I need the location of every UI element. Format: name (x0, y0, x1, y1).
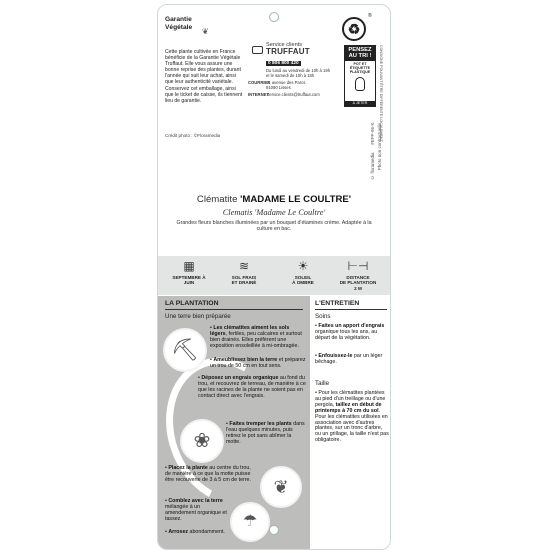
care-title-rule (315, 309, 387, 310)
sorting-heading-line2: AU TRI ! (348, 53, 372, 60)
band-item-soil (219, 259, 269, 286)
planting-step-5: • Placez la plante au centre du trou, de manière à ce que la motte puisse être recouverte de 3 à 5 cm de terre. (165, 465, 251, 483)
care-title: L'ENTRETIEN (315, 300, 360, 307)
pruning-subtitle: Taille (315, 380, 330, 387)
care-item-bury-bold: Enfouissez-le (318, 353, 353, 359)
service-web-key: INTERNET (248, 92, 269, 97)
band-soil-line2: ET DRAINÉ (231, 280, 257, 286)
sorting-heading (345, 46, 375, 61)
planting-title: LA PLANTATION (165, 300, 219, 307)
planting-step-6-bold: Comblez avec la terre (168, 498, 223, 504)
care-item-pruning-text-a: Pour les clématites plantées au pied d'un treillage ou d'une pergola, (315, 390, 386, 408)
chat-bubble-icon (252, 46, 263, 54)
product-genus: Clématite (196, 194, 238, 205)
trash-bag-icon (355, 77, 365, 91)
sun-shade-icon: ☀ (297, 259, 309, 273)
planting-step-2-text: et préparez un trou de 50 cm en tout sens. (210, 357, 306, 369)
band-item-season (164, 259, 214, 286)
service-mail (248, 80, 335, 90)
photo-disclaimer: Photo non contractuelle (377, 123, 382, 171)
planting-step-4: • Faites tremper les plants dans l'eau quelques minutes, puis retirez le pot sans abîmer la motte. (226, 421, 305, 445)
recycle-arrows-icon: ♻ (342, 17, 366, 41)
product-variety: 'MADAME LE COULTRE' (240, 194, 352, 205)
care-subtitle: Soins (315, 313, 331, 320)
photo-credit: Crédit photo : ©Floramedia (165, 133, 221, 138)
service-mail-key: COURRIER (248, 80, 271, 85)
service-web-value: service.clients@truffaut.com (267, 92, 320, 97)
band-season-label (164, 275, 214, 286)
care-item-bury-text: par un léger bêchage. (315, 353, 383, 365)
service-phone: 0 806 800 420 (268, 61, 299, 66)
planting-step-6-text: mélangée à un amendement organique et tassez. (165, 503, 227, 522)
band-exposure-line2: À OMBRE (292, 280, 314, 286)
planting-step-1: • Les clématites aiment les sols légers, fertiles, peu calcaires et surtout bien drainés. Elles préfèrent une exposition ensoleillée à mi-ombragée. (210, 325, 302, 349)
planting-step-6: • Comblez avec la terre mélangée à un amendement organique et tassez. (165, 498, 227, 522)
service-mail-line2: 91090 Lisses (266, 85, 291, 90)
guarantee-title-line2: Végétale (165, 23, 193, 31)
care-item-pruning-bold: taillez en début de printemps à 70 cm du sol (315, 401, 382, 414)
planting-subtitle: Une terre bien préparée (165, 313, 231, 320)
sorting-info-box (344, 45, 376, 107)
band-spacing-line1: DISTANCE (346, 275, 370, 280)
band-season-line1: SEPTEMBRE À (172, 275, 206, 280)
floramedia-code-text: © floramedia (370, 152, 375, 180)
planting-step-7-text: abondamment. (188, 529, 225, 535)
planting-step-4-text: dans l'eau quelques minutes, puis retirez le pot sans abîmer la motte. (226, 421, 305, 445)
plant-label-card (157, 4, 391, 550)
sorting-items-line2: ÉTIQUETTE (349, 66, 371, 71)
soaking-plant-icon: ❀ (193, 430, 211, 452)
guarantee-text: Cette plante cultivée en France bénéficie de la Garantie Végétale Truffaut. Elle vous assure une bonne reprise des plantes, durant l'année qui suit leur achat, ainsi que leur authenticité variétale. Conservez cet emballage, ainsi que le ticket de caisse, ils tiennent lieu de garantie. (165, 49, 243, 104)
band-soil-line1: SOL FRAIS (231, 275, 257, 280)
floramedia-code (370, 123, 375, 180)
registered-mark: ® (368, 13, 372, 19)
planting-step-7-bold: Arrosez (168, 529, 189, 535)
planting-step-3: • Déposez un engrais organique au fond du trou, et recouvrez de terreau, de manière à ce que les racines de la plante ne soient pas en contact direct avec l'engrais. (198, 375, 306, 399)
product-common-name (158, 194, 390, 205)
digging-gardener-icon: ⛏ (171, 337, 199, 362)
planting-title-rule (165, 309, 303, 310)
soil-icon: ≋ (238, 259, 250, 273)
spacing-icon: ⊢⊣ (347, 259, 369, 273)
band-soil-label (219, 275, 269, 286)
product-description: Grandes fleurs blanches illuminées par un bouquet d'étamines crème. Adaptée à la culture en bac. (176, 220, 372, 233)
care-section (310, 296, 391, 550)
watering-can-icon: ☂ (242, 513, 258, 530)
sorting-side-text: CONSIGNE POUVANT ÊTRE DIFFÉRENTE LOCALEMENT (379, 45, 383, 142)
band-spacing-label (333, 275, 383, 291)
band-spacing-line3: 2 M (354, 285, 362, 291)
sorting-items (345, 62, 375, 75)
planting-step-5-text: au centre du trou, de manière à ce que la motte puisse être recouverte de 3 à 5 cm de terre. (165, 465, 251, 483)
customer-service-block (248, 43, 335, 101)
planting-step-3-bold: Déposez un engrais organique (201, 375, 279, 381)
product-latin-name: Clematis 'Madame Le Coultre' (222, 208, 326, 217)
step-soak-circle (180, 419, 224, 463)
care-item-pruning: • Pour les clématites plantées au pied d'un treillage ou d'une pergola, taillez en début de printemps à 70 cm du sol. Pour les clématites utilisées en association avec d'autres plantes, sur un tronc d'arbre, ou un grillage, la taille n'est pas obligatoire. (315, 390, 389, 444)
leaf-hand-icon: ❦ (202, 27, 209, 36)
service-hours-line2: et le samedi de 10h à 18h (266, 73, 315, 78)
care-item-fertilize: • Faites un apport d'engrais organique tous les ans, au départ de la végétation. (315, 323, 385, 341)
planting-section (158, 296, 310, 550)
guarantee-title-line1: Garantie (165, 16, 192, 23)
band-item-spacing (333, 259, 383, 291)
calendar-icon: ▦ (183, 259, 195, 273)
guarantee-title (165, 16, 225, 31)
band-exposure-line1: SOLEIL (294, 275, 312, 280)
service-title: Service clients (266, 42, 303, 48)
reference-code: #EFP-96-K (370, 123, 375, 146)
planting-step-2: • Ameublissez bien la terre et préparez un trou de 50 cm en tout sens. (210, 357, 306, 369)
young-plant-icon: ❦ (273, 477, 289, 497)
hang-hole-top (269, 12, 279, 22)
service-hours-line1: Du lundi au vendredi de 10h à 19h (266, 68, 331, 73)
hang-hole-bottom (269, 525, 279, 535)
planting-step-4-bold: Faites tremper les plants (229, 421, 292, 427)
planting-step-2-bold: Ameublissez bien la terre (213, 357, 278, 363)
band-spacing-line2: DE PLANTATION (339, 280, 377, 286)
service-hours (266, 68, 332, 78)
planting-step-7: • Arrosez abondamment. (165, 529, 225, 535)
care-item-fertilize-text: organique tous les ans, au départ de la végétation. (315, 328, 378, 341)
sorting-heading-line1: PENSEZ (348, 47, 372, 53)
sorting-items-line3: PLASTIQUE (349, 70, 371, 75)
care-item-pruning-text-b: . Pour les clématites utilisées en association avec d'autres plantes, sur un tronc d'arbre, ou un grillage, la taille n'est pas obligatoire. (315, 407, 389, 444)
step-dig-circle (163, 328, 207, 372)
band-season-line2: JUIN (183, 280, 195, 286)
step-water-circle (230, 502, 270, 542)
sorting-footer: À JETER (345, 101, 375, 106)
growing-info-band (158, 256, 390, 295)
care-item-fertilize-bold: Faites un apport d'engrais (318, 323, 385, 329)
band-exposure-label (278, 275, 328, 286)
band-item-exposure (278, 259, 328, 286)
care-item-bury: • Enfouissez-le par un léger bêchage. (315, 353, 383, 365)
planting-step-1-bold: Les clématites aiment les sols légers (210, 325, 290, 337)
sorting-items-line1: POT ET (353, 61, 367, 66)
planting-step-1-text: , fertiles, peu calcaires et surtout bien drainés. Elles préfèrent une exposition ensoleillée à mi-ombragée. (210, 330, 302, 349)
service-web (248, 92, 335, 97)
service-mail-line1: 2, avenue des Parcs (267, 80, 306, 85)
service-brand: TRUFFAUT (266, 47, 310, 56)
planting-step-3-text: au fond du trou, et recouvrez de terreau, de manière à ce que les racines de la plante ne soient pas en contact direct avec l'engrais. (198, 375, 306, 399)
planting-step-5-bold: Placez la plante (168, 465, 208, 471)
step-place-circle (260, 466, 302, 508)
